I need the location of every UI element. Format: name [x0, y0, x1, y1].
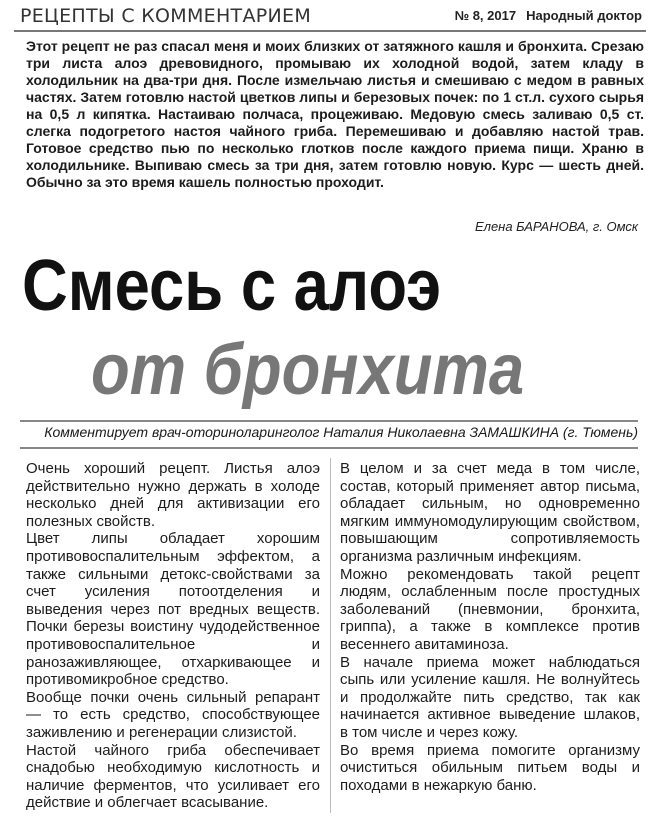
comment-column-left — [26, 460, 320, 812]
comment-paragraph: Настой чайного гриба обеспечивает снадобью необходимую кислотность и наличие ферментов, что усиливает его действие и облегчает всасывание. — [26, 741, 320, 812]
comment-paragraph: Цвет липы обладает хорошим противовоспалительным эффектом, а также сильными детокс-свойствами за счет усиления потоотделения и выведения через пот вредных веществ. Почки березы воистину чудодейственное противовоспалительное и ранозаживляющее, отхаркивающее и противомикробное средство. — [26, 530, 320, 689]
divider-rule — [20, 420, 638, 422]
letter-author: Елена БАРАНОВА, г. Омск — [474, 219, 638, 234]
comment-column-right — [340, 460, 640, 794]
page-header — [14, 2, 646, 32]
section-title: РЕЦЕПТЫ С КОММЕНТАРИЕМ — [20, 5, 312, 27]
divider-rule — [20, 447, 638, 449]
comment-paragraph: Во время приема помогите организму очиститься обильным питьем воды и походами в нежаркую баню. — [340, 741, 640, 794]
comment-paragraph: В целом и за счет меда в том числе, состав, который применяет автор письма, обладает сильным, но одновременно мягким иммуномодулирующим свойством, повышающим сопротивляемость организма различным инфекциям. — [340, 460, 640, 565]
article-title-line2: от бронхита — [91, 330, 525, 410]
column-divider — [330, 458, 331, 813]
comment-paragraph: В начале приема может наблюдаться сыпь или усиление кашля. Не волнуйтесь и продолжайте пить средство, так как начинается активное выведение шлаков, в том числе и через кожу. — [340, 653, 640, 741]
article-title-line1: Смесь с алоэ — [22, 246, 442, 326]
comment-paragraph: Очень хороший рецепт. Листья алоэ действительно нужно держать в холоде несколько дней для активизации его полезных свойств. — [26, 460, 320, 530]
commentator-byline: Комментирует врач-оториноларинголог Наталия Николаевна ЗАМАШКИНА (г. Тюмень) — [44, 424, 638, 440]
reader-letter: Этот рецепт не раз спасал меня и моих близких от затяжного кашля и бронхита. Срезаю три листа алоэ древовидного, промываю их холодной водой, затем кладу в холодильник на два-три дня. После измельчаю листья и смешиваю с медом в равных частях. Затем готовлю настой цветков липы и березовых почек: по 1 ст.л. сухого сырья на 0,5 л кипятка. Настаиваю полчаса, процеживаю. Медовую смесь заливаю 0,5 ст. слегка подогретого настоя чайного гриба. Перемешиваю и добавляю настой трав. Готовое средство пью по несколько глотков после каждого приема пищи. Храню в холодильнике. Выпиваю смесь за три дня, затем готовлю новую. Курс — шесть дней. Обычно за это время кашель полностью проходит. — [26, 38, 644, 190]
issue-number: № 8, 2017 — [454, 8, 517, 23]
issue-info — [455, 8, 642, 23]
comment-paragraph: Можно рекомендовать такой рецепт людям, ослабленным после простудных заболеваний (пневмонии, бронхита, гриппа), а также в комплексе против весеннего авитаминоза. — [340, 565, 640, 653]
comment-paragraph: Вообще почки очень сильный репарант — то есть средство, способствующее заживлению и регенерации слизистой. — [26, 688, 320, 741]
publication-name: Народный доктор — [526, 8, 642, 23]
